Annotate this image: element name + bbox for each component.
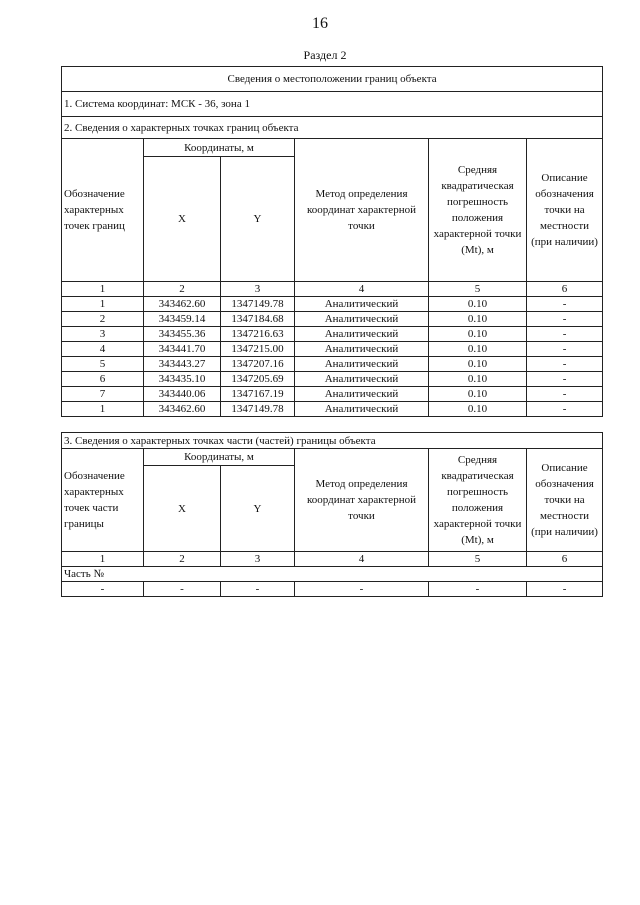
description: - xyxy=(527,357,603,372)
description: - xyxy=(527,327,603,342)
section-title: Раздел 2 xyxy=(303,48,347,62)
column-number: 4 xyxy=(295,552,429,567)
error: 0.10 xyxy=(429,342,527,357)
table-row xyxy=(62,342,603,357)
coord-x: 343440.06 xyxy=(144,387,221,402)
empty-cell: - xyxy=(527,582,603,597)
description: - xyxy=(527,387,603,402)
point-number: 1 xyxy=(62,402,144,417)
error: 0.10 xyxy=(429,387,527,402)
method: Аналитический xyxy=(295,327,429,342)
col-error-header: Средняя квадратическая погрешность положения характерной точки (Mt), м xyxy=(429,449,527,552)
empty-cell: - xyxy=(62,582,144,597)
point-number: 3 xyxy=(62,327,144,342)
boundary-table xyxy=(61,66,603,417)
column-number: 5 xyxy=(429,282,527,297)
coord-y: 1347149.78 xyxy=(221,402,295,417)
col-method-header: Метод определения координат характерной точки xyxy=(295,139,429,282)
coordinate-system: 1. Система координат: МСК - 36, зона 1 xyxy=(62,92,603,117)
description: - xyxy=(527,297,603,312)
coord-x: 343443.27 xyxy=(144,357,221,372)
error: 0.10 xyxy=(429,297,527,312)
table-row xyxy=(62,357,603,372)
coord-x: 343441.70 xyxy=(144,342,221,357)
point-number: 2 xyxy=(62,312,144,327)
point-number: 1 xyxy=(62,297,144,312)
coord-x: 343462.60 xyxy=(144,297,221,312)
empty-cell: - xyxy=(221,582,295,597)
point-number: 4 xyxy=(62,342,144,357)
column-number: 6 xyxy=(527,282,603,297)
table-row xyxy=(62,582,603,597)
error: 0.10 xyxy=(429,312,527,327)
error: 0.10 xyxy=(429,357,527,372)
part-points-title: 3. Сведения о характерных точках части (частей) границы объекта xyxy=(62,433,603,449)
col-y-header: Y xyxy=(221,466,295,552)
col-designation-header: Обозначение характерных точек части границы xyxy=(62,449,144,552)
column-numbers-row xyxy=(62,552,603,567)
method: Аналитический xyxy=(295,312,429,327)
table-row xyxy=(62,312,603,327)
part-boundary-table xyxy=(61,432,603,597)
coord-y: 1347216.63 xyxy=(221,327,295,342)
coord-y: 1347215.00 xyxy=(221,342,295,357)
col-x-header: X xyxy=(144,157,221,282)
point-number: 5 xyxy=(62,357,144,372)
col-method-header: Метод определения координат характерной точки xyxy=(295,449,429,552)
col-y-header: Y xyxy=(221,157,295,282)
method: Аналитический xyxy=(295,297,429,312)
coord-y: 1347184.68 xyxy=(221,312,295,327)
column-number: 1 xyxy=(62,552,144,567)
column-number: 6 xyxy=(527,552,603,567)
empty-cell: - xyxy=(429,582,527,597)
page-number: 16 xyxy=(312,15,328,32)
column-number: 2 xyxy=(144,282,221,297)
column-number: 3 xyxy=(221,282,295,297)
col-description-header: Описание обозначения точки на местности (при наличии) xyxy=(527,449,603,552)
description: - xyxy=(527,342,603,357)
coord-x: 343462.60 xyxy=(144,402,221,417)
column-number: 1 xyxy=(62,282,144,297)
coord-x: 343459.14 xyxy=(144,312,221,327)
header-title: Сведения о местоположении границ объекта xyxy=(62,67,603,92)
col-coordinates-header: Координаты, м xyxy=(144,139,295,157)
table-row xyxy=(62,402,603,417)
table-row xyxy=(62,387,603,402)
table-row xyxy=(62,297,603,312)
column-number: 3 xyxy=(221,552,295,567)
description: - xyxy=(527,372,603,387)
error: 0.10 xyxy=(429,327,527,342)
coord-y: 1347149.78 xyxy=(221,297,295,312)
error: 0.10 xyxy=(429,402,527,417)
method: Аналитический xyxy=(295,357,429,372)
table-row xyxy=(62,327,603,342)
method: Аналитический xyxy=(295,402,429,417)
description: - xyxy=(527,312,603,327)
point-number: 6 xyxy=(62,372,144,387)
boundary-points-title: 2. Сведения о характерных точках границ объекта xyxy=(62,117,603,139)
column-number: 4 xyxy=(295,282,429,297)
coord-y: 1347207.16 xyxy=(221,357,295,372)
column-numbers-row xyxy=(62,282,603,297)
coord-y: 1347167.19 xyxy=(221,387,295,402)
col-description-header: Описание обозначения точки на местности (при наличии) xyxy=(527,139,603,282)
table-row xyxy=(62,372,603,387)
col-coordinates-header: Координаты, м xyxy=(144,449,295,466)
method: Аналитический xyxy=(295,342,429,357)
coord-y: 1347205.69 xyxy=(221,372,295,387)
col-x-header: X xyxy=(144,466,221,552)
method: Аналитический xyxy=(295,387,429,402)
empty-cell: - xyxy=(295,582,429,597)
error: 0.10 xyxy=(429,372,527,387)
empty-cell: - xyxy=(144,582,221,597)
coord-x: 343455.36 xyxy=(144,327,221,342)
coord-x: 343435.10 xyxy=(144,372,221,387)
description: - xyxy=(527,402,603,417)
part-label: Часть № xyxy=(62,567,603,582)
point-number: 7 xyxy=(62,387,144,402)
column-number: 2 xyxy=(144,552,221,567)
method: Аналитический xyxy=(295,372,429,387)
col-error-header: Средняя квадратическая погрешность положения характерной точки (Mt), м xyxy=(429,139,527,282)
col-designation-header: Обозначение характерных точек границ xyxy=(62,139,144,282)
column-number: 5 xyxy=(429,552,527,567)
